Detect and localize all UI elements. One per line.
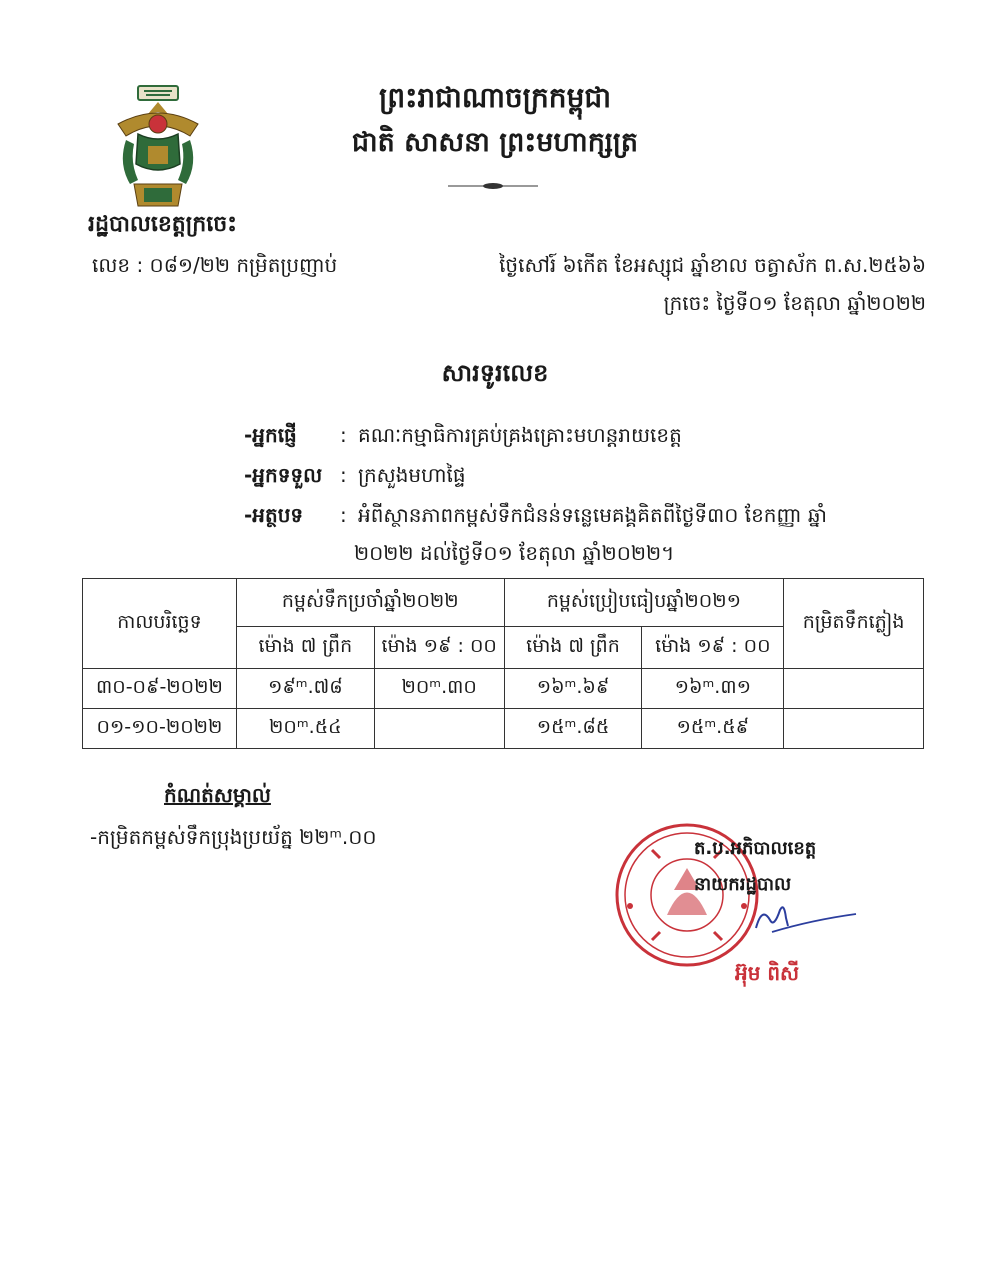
subject-label: -អត្ថបទ	[244, 503, 304, 527]
notes-item: -កម្រិតកម្ពស់ទឹកប្រុងប្រយ័ត្ន ២២ᵐ.០០	[90, 825, 377, 849]
header-2022-evening: ម៉ោង ១៩ : ០០	[374, 627, 504, 669]
national-motto: ជាតិ សាសនា ព្រះមហាក្សត្រ	[351, 127, 639, 158]
cell-date: ០១-១០-២០២២	[83, 709, 237, 749]
cell-2021-morning: ១៥ᵐ.៨៥	[504, 709, 642, 749]
header-2021-morning: ម៉ោង ៧ ព្រឹក	[504, 627, 642, 669]
signatory-title-line2: នាយករដ្ឋបាល	[694, 874, 792, 895]
header-group-2021: កម្ពស់ប្រៀបធៀបឆ្នាំ២០២១	[504, 579, 784, 627]
handwritten-signature	[752, 898, 862, 938]
cell-2022-evening: ២០ᵐ.៣០	[374, 669, 504, 709]
kingdom-name: ព្រះរាជាណាចក្រកម្ពុជា	[378, 81, 611, 114]
sender-colon: :	[340, 423, 347, 447]
cell-2021-morning: ១៦ᵐ.៦៩	[504, 669, 642, 709]
cell-2022-evening	[374, 709, 504, 749]
subject-continuation: ២០២២ ដល់ថ្ងៃទី០១ ខែតុលា ឆ្នាំ២០២២។	[354, 541, 675, 565]
reference-number: លេខ : ០៨១/២២ កម្រិតប្រញាប់	[92, 253, 338, 277]
cell-2021-evening: ១៥ᵐ.៥៩	[642, 709, 784, 749]
subject-value: អំពីស្ថានភាពកម្ពស់ទឹកជំនន់ទន្លេមេគង្គគិតពីថ្ងៃទី៣០ ខែកញ្ញា ឆ្នាំ	[358, 503, 827, 527]
lunar-date: ថ្ងៃសៅរ៍ ៦កើត ខែអស្សុជ ឆ្នាំខាល ចត្វាស័ក ព.ស.២៥៦៦	[499, 253, 926, 277]
document-title: សារទូរលេខ	[441, 359, 549, 387]
cell-2022-morning: ១៩ᵐ.៧៨	[236, 669, 374, 709]
header-group-2022: កម្ពស់ទឹកប្រចាំឆ្នាំ២០២២	[236, 579, 504, 627]
solar-date: ក្រចេះ ថ្ងៃទី០១ ខែតុលា ឆ្នាំ២០២២	[663, 291, 926, 315]
receiver-colon: :	[340, 463, 347, 487]
cell-2022-morning: ២០ᵐ.៥៤	[236, 709, 374, 749]
subject-row	[244, 502, 827, 532]
cell-alert	[784, 709, 924, 749]
signatory-title-line1: ត.ប.អភិបាលខេត្ត	[694, 838, 817, 859]
receiver-row	[244, 462, 466, 492]
ornamental-divider	[448, 182, 538, 190]
header-period: កាលបរិច្ឆេទ	[83, 579, 237, 669]
sender-value: គណៈកម្មាធិការគ្រប់គ្រងគ្រោះមហន្តរាយខេត្ត	[358, 423, 682, 447]
receiver-value: ក្រសួងមហាផ្ទៃ	[358, 463, 466, 487]
table-row	[83, 709, 924, 749]
cell-date: ៣០-០៩-២០២២	[83, 669, 237, 709]
notes-title: កំណត់សម្គាល់	[164, 783, 271, 807]
table-row	[83, 669, 924, 709]
header-alert-level: កម្រិតទឹកភ្លៀង	[784, 579, 924, 669]
signatory-name: អ៊ុម ពិសី	[735, 961, 800, 985]
sender-row	[244, 422, 682, 452]
cell-2021-evening: ១៦ᵐ.៣១	[642, 669, 784, 709]
water-level-table	[82, 578, 924, 749]
sender-label: -អ្នកផ្ញើ	[244, 423, 297, 447]
provincial-emblem-logo	[108, 84, 208, 212]
header-2021-evening: ម៉ោង ១៩ : ០០	[642, 627, 784, 669]
cell-alert	[784, 669, 924, 709]
subject-colon: :	[340, 503, 347, 527]
header-2022-morning: ម៉ោង ៧ ព្រឹក	[236, 627, 374, 669]
provincial-administration-name: រដ្ឋបាលខេត្តក្រចេះ	[88, 212, 237, 237]
receiver-label: -អ្នកទទួល	[244, 463, 323, 487]
